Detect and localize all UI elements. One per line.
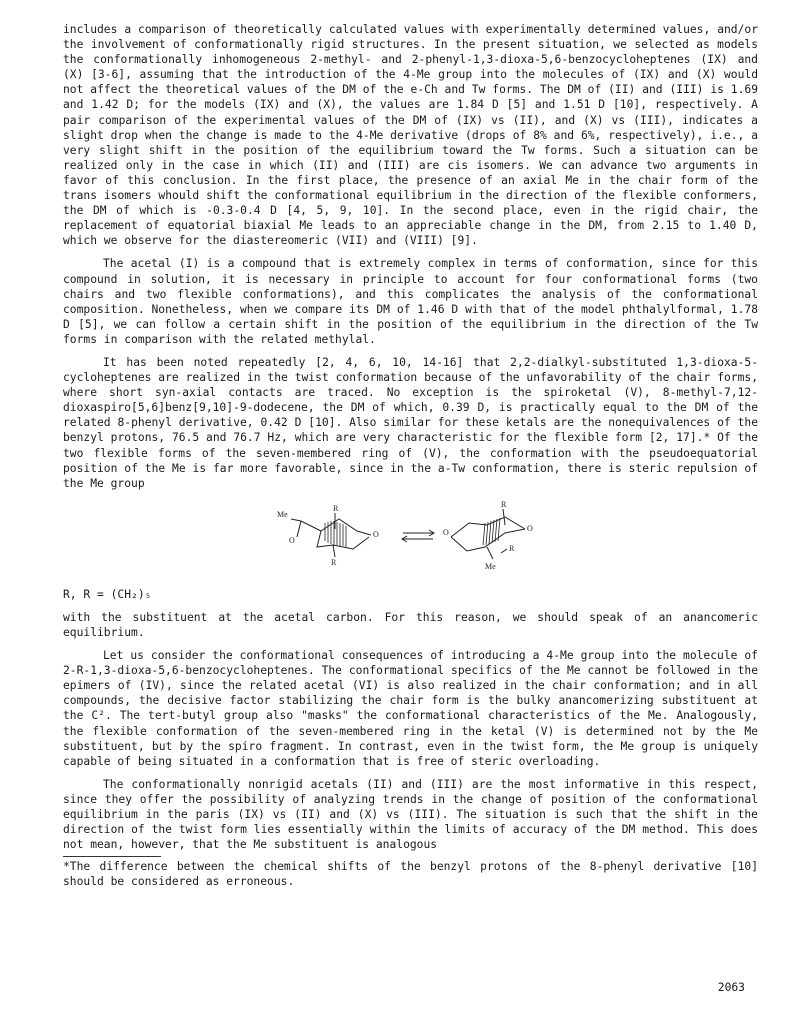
o-right-label: O — [527, 523, 533, 533]
me-left-label: Me — [277, 509, 288, 519]
conformation-scheme-svg — [273, 501, 543, 575]
paragraph-1: includes a comparison of theoretically calculated values with experimentally determined values, and/or the involvement of conformationally rigid structures. In the present situation, we selected as models the conformationally inhomogeneous 2-methyl- and 2-phenyl-1,3-dioxa-5,6-benzocycloheptenes (IX) and (X) [3-6], assuming that the introduction of the 4-Me group into the molecules of (IX) and (X) would not affect the theoretical values of the DM of the e-Ch and Tw forms. The DM of (II) and (III) is 1.69 and 1.42 D; for the models (IX) and (X), the values are 1.84 D [5] and 1.51 D [10], respectively. A pair comparison of the experimental values of the DM of (IX) vs (II), and (X) vs (III), indicates a slight drop when the change is made to the 4-Me derivative (drops of 8% and 6%, respectively), i.e., a very slight shift in the position of the equilibrium toward the Tw forms. Such a situation can be realized only in the case in which (II) and (III) are cis isomers. We can advance two arguments in favor of this conclusion. In the first place, the presence of an axial Me in the chair form of the trans isomers whould shift the conformational equilibrium in the direction of the flexible conformers, the DM of which is -0.3-0.4 D [4, 5, 9, 10]. In the second place, even in the rigid chair, the replacement of equatorial biaxial Me leads to an appreciable change in the DM, from 2.15 to 1.40 D, which we observe for the diastereomeric (VII) and (VIII) [9]. — [63, 23, 758, 248]
me-right-label: Me — [485, 561, 496, 571]
r-top-right-label: R — [501, 500, 507, 509]
r-right-label: R — [509, 543, 515, 553]
r-top-left-label: R — [333, 503, 339, 513]
footnote-rule — [63, 856, 161, 857]
paragraph-3: It has been noted repeatedly [2, 4, 6, 10, 14-16] that 2,2-dialkyl-substituted 1,3-dioxa-5-cycloheptenes are realized in the twist conformation because of the unfavorability of the chair forms, where short syn-axial contacts are traced. No exception is the spiroketal (V), 8-methyl-7,12-dioxaspiro[5,6]benz[9,10]-9-dodecene, the DM of which, 0.39 D, is practically equal to the DM of the related 8-phenyl derivative, 0.42 D [10]. Also similar for these ketals are the nonequivalences of the benzyl protons, 76.5 and 76.7 Hz, which are very characteristic for the flexible form [2, 17].* Of the two flexible forms of the seven-membered ring of (V), the conformation with the pseudoequatorial position of the Me is far more favorable, since in the a-Tw conformation, there is steric repulsion of the Me group — [63, 355, 758, 490]
paragraph-4: with the substituent at the acetal carbon. For this reason, we should speak of an anancomeric equilibrium. — [63, 610, 758, 639]
o-right-left-label: O — [373, 529, 379, 539]
r-left-label: R — [331, 557, 337, 567]
footnote: *The difference between the chemical shifts of the benzyl protons of the 8-phenyl derivative [10] should be considered as erroneous. — [63, 860, 758, 889]
paragraph-2: The acetal (I) is a compound that is extremely complex in terms of conformation, since for this compound in solution, it is necessary in principle to account for four conformational forms (two chairs and two flexible conformations), and this complicates the analysis of the conformational composition. Nonetheless, when we compare its DM of 1.46 D with that of the model phthalylformal, 1.78 D [5], we can follow a certain shift in the position of the equilibrium in the direction of the Tw forms in comparison with the related methylal. — [63, 257, 758, 346]
page-body — [63, 22, 758, 890]
paragraph-5: Let us consider the conformational consequences of introducing a 4-Me group into the molecule of 2-R-1,3-dioxa-5,6-benzocycloheptenes. The conformational specifics of the Me cannot be followed in the epimers of (IV), since the related acetal (VI) is also realized in the chair conformation; and in all compounds, the decisive factor stabilizing the chair form is the bulky anancomerizing substituent at the C². The tert-butyl group also "masks" the conformational characteristics of the Me. Analogously, the flexible conformation of the seven-membered ring in the ketal (V) is determined not by the Me substituent, but by the spiro fragment. In contrast, even in the twist form, the Me group is uniquely capable of being situated in a conformation that is free of steric overloading. — [63, 649, 758, 768]
paragraph-6: The conformationally nonrigid acetals (II) and (III) are the most informative in this respect, since they offer the possibility of analyzing trends in the change of position of the conformational equilibrium in the paris (IX) vs (II) and (X) vs (III). The situation is such that the shift in the direction of the twist form lies essentially within the limits of accuracy of the DM method. This does not mean, however, that the Me substituent is analogous — [63, 777, 758, 852]
substituent-definition: R, R = (CH₂)₅ — [63, 587, 152, 601]
conformation-figure — [63, 501, 758, 575]
o-left-label: O — [289, 535, 295, 545]
o-mid-label: O — [443, 527, 449, 537]
page-number: 2063 — [717, 981, 745, 994]
